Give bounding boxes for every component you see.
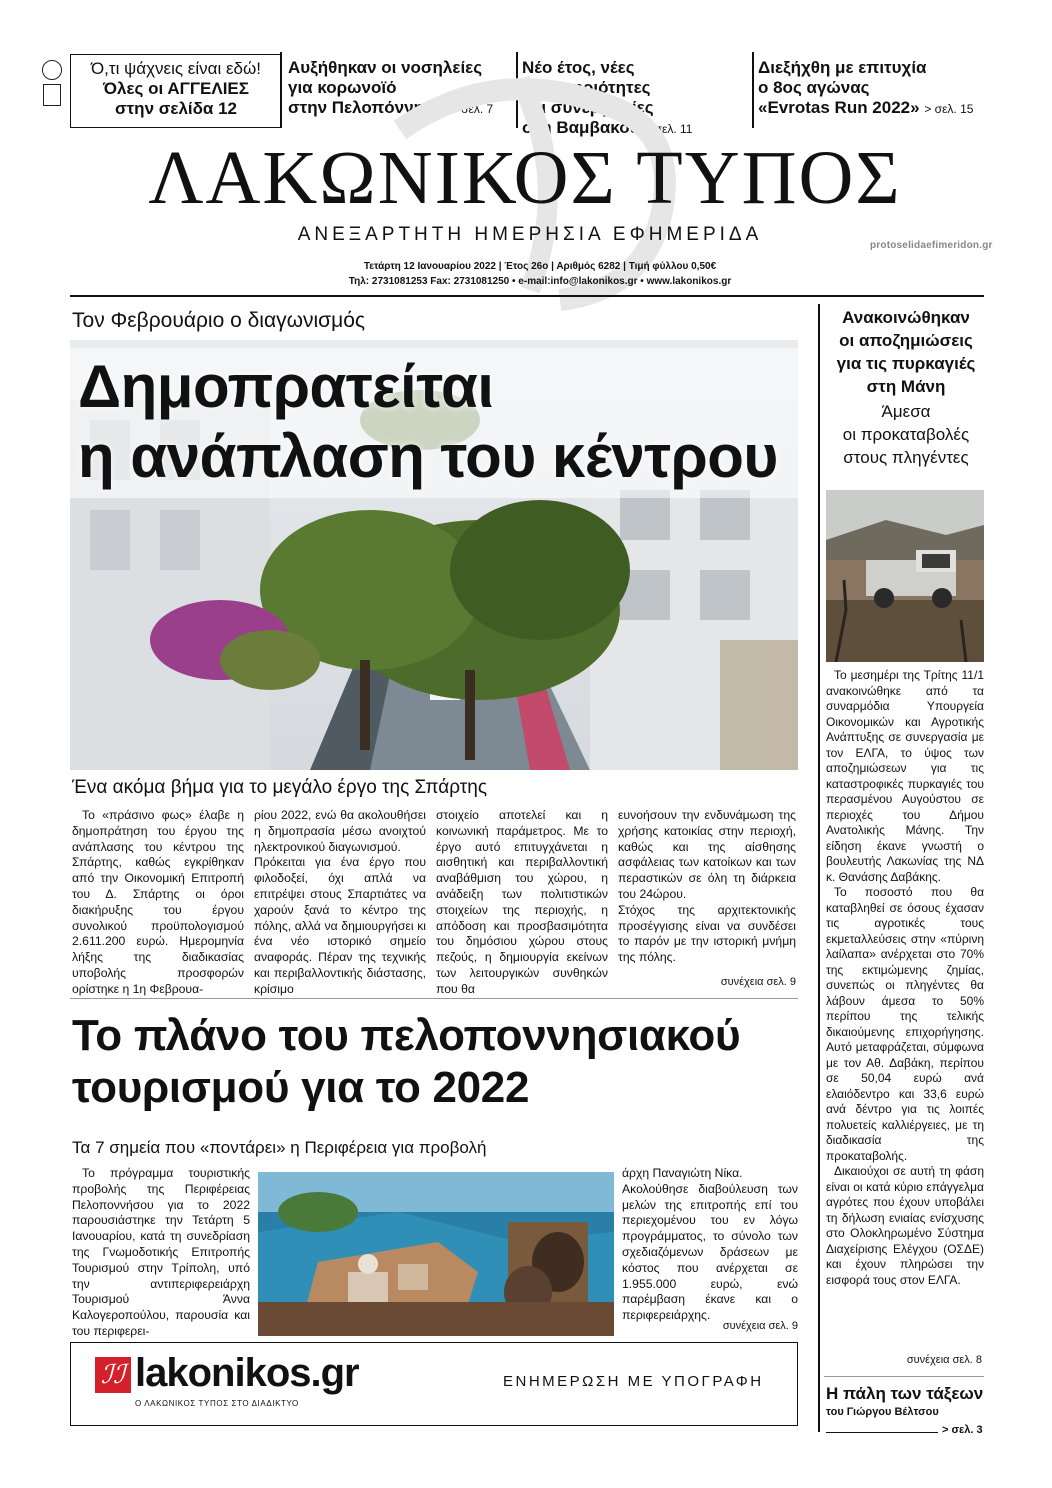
teaser-divider [280,52,282,128]
classifieds-line2: Όλες οι ΑΓΓΕΛΙΕΣ [103,79,249,98]
teaser-ref: > σελ. 11 [644,122,693,136]
lead-headline-line2: η ανάπλαση του κέντρου [78,423,778,490]
lead-kicker: Τον Φεβρουάριο ο διαγωνισμός [72,309,366,332]
masthead-rule [70,295,984,297]
lead-headline [78,352,778,492]
teaser-line: Νέο έτος, νέες δραστηριότητες [522,58,651,97]
sidebar-headline [826,306,986,398]
elta-logo-icon [42,60,62,80]
tourism-headline-line1: Το πλάνο του πελοποννησιακού [72,1011,741,1060]
tourism-subheadline: Τα 7 σημεία που «ποντάρει» η Περιφέρεια για προβολή [72,1138,487,1157]
newspaper-title: ΛΑΚΩΝΙΚΟΣ ΤΥΠΟΣ [148,136,902,220]
lakonikos-logo-text: lakonikos.gr [135,1351,359,1395]
tourism-column-2: άρχη Παναγιώτη Νίκα. Ακολούθησε διαβούλευση των μελών της επιτροπής επί του περιεχομένου του εν λόγω προγράμματος, το σύνολο των σχεδιαζόμενων δράσεων με κόστος που ανέρχεται σε 1.955.000 ευρώ, ενώ παρέμβαση έκανε και ο περιφερειάρχης. [622,1166,798,1323]
sidebar-headline-line: για τις πυρκαγιές [836,354,976,373]
opinion-column-title[interactable]: Η πάλη των τάξεων [826,1384,984,1403]
issue-info [300,259,780,289]
teaser-ref: > σελ. 7 [450,102,494,116]
barcode-icon [43,84,61,106]
teaser-line: Αυξήθηκαν οι νοσηλείες [288,58,483,77]
teaser-line: για κορωνοϊό [288,78,397,97]
column-ref-line [826,1432,938,1433]
classifieds-line1: Ό,τι ψάχνεις είναι εδώ! [91,59,261,78]
sidebar-subheadline-line: οι προκαταβολές [842,425,970,444]
subscription-banner[interactable] [70,1342,798,1426]
newspaper-subtitle: ΑΝΕΞΑΡΤΗΤΗ ΗΜΕΡΗΣΙΑ ΕΦΗΜΕΡΙΔΑ [297,224,763,245]
lead-column-2: ρίου 2022, ενώ θα ακολουθήσει η δημοπρασία μέσω ανοιχτού ηλεκτρονικού διαγωνισμού. Πρόκειται για ένα έργο που φιλοδοξεί, όχι απλά να επιτρέψει στους Σπαρτιάτες να χαρούν ξανά το κέντρο της πόλης, αλλά να δημιουργήσει κι ένα νέο ιστορικό σημείο αναφοράς. Πέραν της τεχνικής και περιβαλλοντικής διάστασης, κρίσιμο [254,808,426,996]
teaser-evrotas-run[interactable] [758,58,988,119]
lead-headline-line1: Δημοπρατείται [78,353,494,420]
tourism-column-1: Το πρόγραμμα τουριστικής προβολής της Περιφέρειας Πελοποννήσου για το 2022 παρουσιάστηκε την Τετάρτη 5 Ιανουαρίου, κατά τη συνεδρίαση της Γνωμοδοτικής Επιτροπής Τουρισμού στην Τρίπολη, υπό την αντιπεριφερειάρχη Τουρισμού Άννα Καλογεροπούλου, παρουσία και του περιφερει- [72,1166,250,1338]
sidebar-headline-line: στη Μάνη [866,377,946,396]
teaser-line: στην Πελοπόννησο [288,98,446,117]
sidebar-continued[interactable]: συνέχεια σελ. 8 [906,1354,982,1366]
sidebar-subheadline-line: Άμεσα [881,402,931,421]
lakonikos-tagline: Ο ΛΑΚΩΝΙΚΟΣ ΤΥΠΟΣ ΣΤΟ ΔΙΑΔΙΚΤΥΟ [135,1399,299,1408]
teaser-ref: > σελ. 15 [924,102,974,116]
tourism-headline [72,1010,740,1114]
teaser-line: «Evrotas Run 2022» [758,98,920,117]
issue-info-line2: Τηλ: 2731081253 Fax: 2731081250 • e-mail:info@lakonikos.gr • www.lakonikos.gr [348,276,732,287]
monemvasia-photo [258,1172,614,1336]
issue-info-line1: Τετάρτη 12 Ιανουαρίου 2022 | Έτος 26ο | Αριθμός 6282 | Τιμή φύλλου 0,50€ [363,261,717,272]
tourism-continued[interactable]: συνέχεια σελ. 9 [722,1320,798,1332]
teaser-line: ο 8ος αγώνας [758,78,870,97]
opinion-column-ref[interactable]: > σελ. 3 [942,1424,983,1436]
sidebar-paragraph: Το ποσοστό που θα καταβληθεί σε όσους έχασαν τις αγροτικές τους εκμεταλλεύσεις στην «πύρινη λαίλαπα» ανέρχεται στο 70% της εκτιμώμενης ζημίας, συνεπώς οι πληγέντες θα λάβουν άμεσα το 50% περίπου της τελικής δικαιούμενης επιχορήγησης. Αυτό μεταφράζεται, σύμφωνα με τον Αθ. Δαβάκη, περίπου σε 50,04 ευρώ ανά ελαιόδεντρο και 33,6 ευρώ ανά δέντρο για τις λοιπές πολυετείς καλλιέργειες, με τη διαδικασία της προκαταβολής. [826,885,984,1163]
sidebar-headline-line: οι αποζημιώσεις [839,331,973,350]
teaser-line: στη Βαμβακού [522,118,640,137]
opinion-column-author: του Γιώργου Βέλτσου [826,1406,939,1418]
lead-column-4: ευνοήσουν την ενδυνάμωση της χρήσης κατοικίας στην περιοχή, καθώς και της αίσθησης ασφάλειας των κατοίκων και των περαστικών σε όλη τη διάρκεια του 24ώρου. Στόχος της αρχιτεκτονικής προσέγγισης είναι να συνδέσει το παρόν με την ιστορική μνήμη της πόλης. [618,808,796,965]
lead-subheadline: Ένα ακόμα βήμα για το μεγάλο έργο της Σπάρτης [72,777,487,798]
source-watermark: protoselidaefimeridon.gr [870,240,993,251]
teaser-line: και συνεργασίες [522,98,654,117]
sidebar-subheadline [826,400,986,469]
subscribe-cta[interactable]: ΕΝΗΜΕΡΩΣΗ ΜΕ ΥΠΟΓΡΑΦΗ [503,1373,764,1390]
sidebar-divider [818,304,820,1432]
sidebar-headline-line: Ανακοινώθηκαν [842,308,970,327]
lead-column-1: Το «πράσινο φως» έλαβε η δημοπράτηση του έργου της ανάπλασης του κέντρου της Σπάρτης, καθώς εγκρίθηκαν από την Οικονομική Επιτροπή του Δ. Σπάρτης οι όροι διακήρυξης του έργου συνολικού προϋπολογισμού 2.611.200 ευρώ. Ημερομηνία λήξης της διαδικασίας υποβολής προσφορών ορίστηκε η 1η Φεβρουα- [72,808,244,996]
sidebar-paragraph: Δικαιούχοι σε αυτή τη φάση είναι οι κατά κύριο επάγγελμα αγρότες που έχουν υποβάλει τη δήλωση ενιαίας ενίσχυσης στο Ολοκληρωμένο Σύστημα Διαχείρισης Ελέγχου (ΟΣΔΕ) και έχουν πληρώσει την εισφορά τους στον ΕΛΓΑ. [826,1164,984,1287]
lakonikos-logo-mark: ℐℐ [95,1357,131,1393]
tourism-headline-line2: τουρισμού για το 2022 [72,1063,530,1112]
classifieds-teaser[interactable] [70,54,282,128]
lead-column-3: στοιχείο αποτελεί και η κοινωνική παράμετρος. Με το έργο αυτό επιτυγχάνεται η αισθητική και περιβαλλοντική αναβάθμιση του χώρου, η ανάδειξη των πολιτιστικών στοιχείων της περιοχής, η απόδοση και προσβασιμότητα του δημόσιου χώρου στους πεζούς, η δημιουργία εκείνων των λειτουργικών συνθηκών που θα [436,808,608,996]
burned-truck-photo [826,490,984,662]
sidebar-subheadline-line: στους πληγέντες [843,448,969,467]
classifieds-line3: στην σελίδα 12 [114,99,238,118]
lead-continued[interactable]: συνέχεια σελ. 9 [720,976,796,988]
sidebar-paragraph: Το μεσημέρι της Τρίτης 11/1 ανακοινώθηκε από τα συναρμόδια Υπουργεία Οικονομικών και Αγροτικής Ανάπτυξης σε συνεργασία με τον ΕΛΓΑ, το ύψος των αποζημιώσεων για τις καταστροφικές πυρκαγιές του περασμένου Αυγούστου σε περιοχές του Δήμου Ανατολικής Μάνης. Την είδηση έκανε γνωστή ο βουλευτής Λακωνίας της ΝΔ κ. Θανάσης Δαβάκης. [826,668,984,884]
postal-marks [40,60,64,138]
sidebar-rule [824,1376,984,1377]
teaser-line: Διεξήχθη με επιτυχία [758,58,927,77]
section-rule [70,998,798,999]
sidebar-article [826,668,984,1288]
